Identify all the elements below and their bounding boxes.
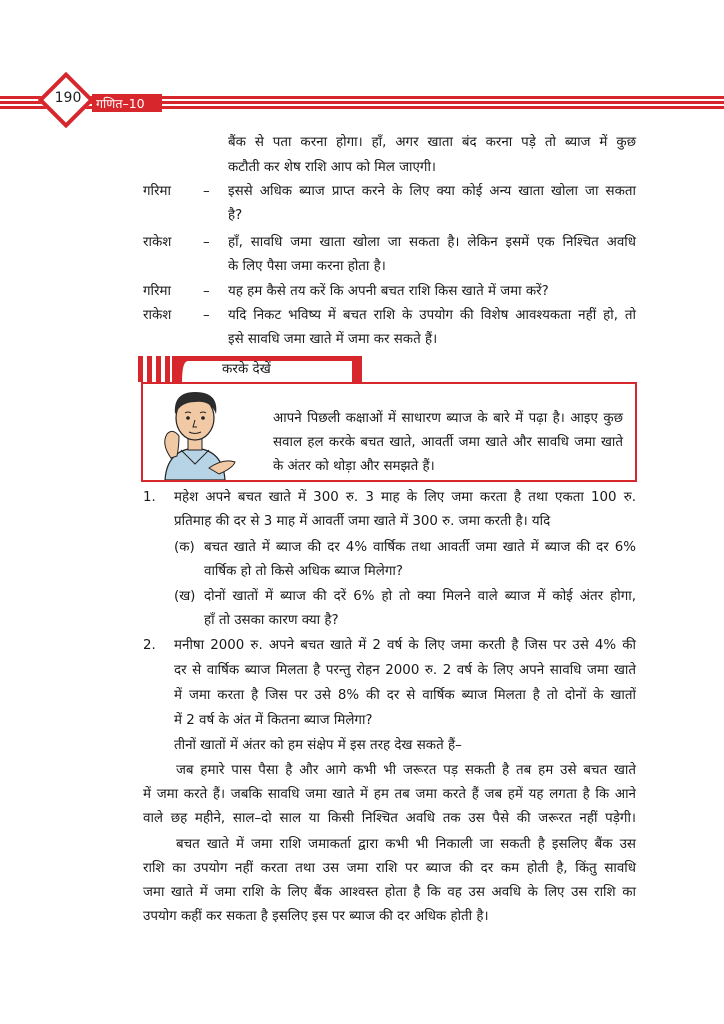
paragraph-line: बचत खाते में जमा राशि जमाकर्ता द्वारा कभी भी निकाली जा सकती है इसलिए बैंक उस (176, 837, 636, 852)
activity-text-line: के अंतर को थोड़ा और समझते हैं। (273, 459, 435, 474)
speaker-name: गरिमा (143, 184, 171, 199)
book-title: गणित–10 (96, 96, 145, 111)
question-line: प्रतिमाह की दर से 3 माह में आवर्ती जमा खाते में 300 रु. जमा करती है। यदि (174, 514, 551, 529)
dialogue-line: इसे सावधि जमा खाते में जमा कर सकते हैं। (228, 332, 438, 347)
activity-text-line: आपने पिछली कक्षाओं में साधारण ब्याज के बारे में पढ़ा है। आइए कुछ (273, 411, 623, 426)
activity-stripe (138, 356, 143, 382)
speaker-name: गरिमा (143, 284, 171, 299)
activity-label: करके देखें (222, 361, 271, 377)
activity-stripe (147, 356, 152, 382)
speaker-name: राकेश (143, 235, 172, 250)
question-number: 2. (143, 638, 156, 653)
paragraph-line: उपयोग कहीं कर सकता है इसलिए इस पर ब्याज की दर अधिक होती है। (143, 909, 489, 924)
paragraph-line: जब हमारे पास पैसा है और आगे कभी भी जरूरत पड़ सकती है तब हम उसे बचत खाते (176, 763, 636, 778)
paragraph-line: वाले छह महीने, साल–दो साल या किसी निश्चित अवधि तक उस पैसे की जरूरत नहीं पड़ेगी। (143, 811, 636, 826)
sub-question-line: बचत खाते में ब्याज की दर 4% वार्षिक तथा आवर्ती जमा खाते में ब्याज की दर 6% (204, 540, 636, 555)
paragraph-line: जमा खाते में जमा राशि के लिए बैंक आश्वस्त होता है कि वह उस अवधि के लिए उस राशि का (143, 885, 636, 900)
sub-question-line: हाँ तो उसका कारण क्या है? (204, 613, 339, 628)
speaker-name: राकेश (143, 308, 172, 323)
question-line: दर से वार्षिक ब्याज मिलता है परन्तु रोहन 2000 रु. 2 वर्ष के लिए अपने सावधि जमा खाते (174, 663, 636, 678)
activity-text-line: सवाल हल करके बचत खाते, आवर्ती जमा खाते और सावधि जमा खाते (273, 435, 623, 450)
question-line: में 2 वर्ष के अंत में कितना ब्याज मिलेगा? (174, 713, 373, 728)
summary-intro: तीनों खातों में अंतर को हम संक्षेप में इस तरह देख सकते हैं– (174, 738, 462, 753)
dialogue-line: है? (228, 208, 243, 223)
question-number: 1. (143, 490, 156, 505)
sub-question-label: (क) (174, 540, 195, 555)
activity-stripe (165, 356, 170, 382)
dialogue-dash: – (203, 308, 210, 323)
dialogue-continuation-line: बैंक से पता करना होगा। हाँ, अगर खाता बंद करना पड़े तो ब्याज में कुछ (228, 135, 636, 150)
dialogue-line: यह हम कैसे तय करें कि अपनी बचत राशि किस खाते में जमा करें? (228, 284, 549, 299)
dialogue-line: यदि निकट भविष्य में बचत राशि के उपयोग की विशेष आवश्यकता नहीं हो, तो (228, 308, 636, 323)
sub-question-label: (ख) (174, 589, 196, 604)
dialogue-continuation-line: कटौती कर शेष राशि आप को मिल जाएगी। (228, 160, 437, 175)
question-line: महेश अपने बचत खाते में 300 रु. 3 माह के लिए जमा करता है तथा एकता 100 रु. (174, 490, 636, 505)
question-line: मनीषा 2000 रु. अपने बचत खाते में 2 वर्ष के लिए जमा करती है जिस पर उसे 4% की (174, 638, 636, 653)
sub-question-line: दोनों खातों में ब्याज की दरें 6% हो तो क्या मिलने वाले ब्याज में कोई अंतर होगा, (204, 589, 636, 604)
sub-question-line: वार्षिक हो तो किसे अधिक ब्याज मिलेगा? (204, 564, 403, 579)
dialogue-dash: – (203, 284, 210, 299)
paragraph-line: राशि का उपयोग नहीं करता तथा उस जमा राशि पर ब्याज की दर कम होती है, किंतु सावधि (143, 861, 636, 876)
thinking-boy-illustration (153, 384, 237, 480)
dialogue-dash: – (203, 235, 210, 250)
activity-stripe (156, 356, 161, 382)
dialogue-line: के लिए पैसा जमा करना होता है। (228, 259, 386, 274)
dialogue-line: हाँ, सावधि जमा खाता खोला जा सकता है। लेकिन इसमें एक निश्चित अवधि (228, 235, 636, 250)
page-number: 190 (54, 90, 82, 106)
paragraph-line: में जमा करते हैं। जबकि सावधि जमा खाते में हम तब जमा करते हैं जब हमें यह लगता है कि आने (143, 787, 636, 802)
dialogue-line: इससे अधिक ब्याज प्राप्त करने के लिए क्या कोई अन्य खाता खोला जा सकता (228, 184, 636, 199)
dialogue-dash: – (203, 184, 210, 199)
question-line: में जमा करता है जिस पर उसे 8% की दर से वार्षिक ब्याज मिलता है तो दोनों के खातों (174, 688, 636, 703)
